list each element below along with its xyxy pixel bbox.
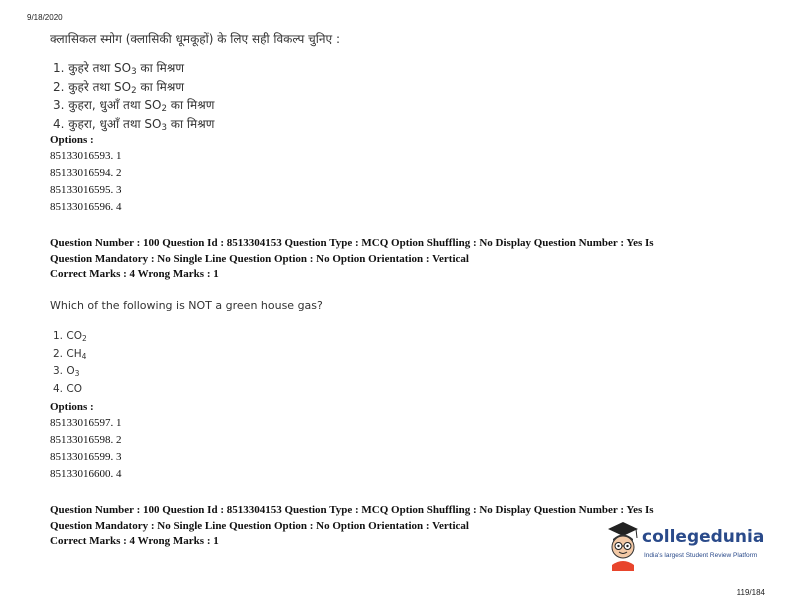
option-item	[53, 96, 214, 115]
option-id: 85133016594. 2	[50, 167, 122, 179]
option-item	[53, 381, 87, 399]
option-item	[53, 346, 87, 364]
meta-line: Correct Marks : 4 Wrong Marks : 1	[50, 535, 219, 547]
option-number: 3.	[53, 98, 65, 112]
options-label: Options :	[50, 401, 94, 413]
option-text: CH	[66, 347, 82, 360]
question-text-hindi: क्लासिकल स्मोग (क्लासिकी धूमकूहों) के लिए सही विकल्प चुनिए :	[50, 32, 341, 46]
option-number: 4.	[53, 382, 64, 395]
meta-line: Correct Marks : 4 Wrong Marks : 1	[50, 268, 219, 280]
question-text-english: Which of the following is NOT a green house gas?	[50, 299, 323, 312]
question2-options	[53, 328, 87, 398]
question-meta	[50, 236, 730, 283]
option-item	[53, 363, 87, 381]
option-id: 85133016596. 4	[50, 201, 122, 213]
option-number: 2.	[53, 79, 65, 94]
option-id: 85133016597. 1	[50, 417, 122, 429]
print-date: 9/18/2020	[27, 13, 63, 22]
option-subscript: 2	[131, 85, 137, 96]
option-text-suffix: का मिश्रण	[166, 98, 215, 112]
logo-wordmark: collegedunia	[642, 527, 765, 547]
option-id-list	[50, 415, 122, 483]
meta-line: Question Number : 100 Question Id : 8513304153 Question Type : MCQ Option Shuffling : No Display Question Number : Yes Is	[50, 504, 654, 516]
option-number: 4.	[53, 116, 65, 131]
option-subscript: 3	[131, 67, 137, 78]
option-id: 85133016593. 1	[50, 150, 122, 162]
option-id: 85133016599. 3	[50, 451, 122, 463]
option-text: O	[66, 365, 75, 377]
option-number: 3.	[53, 365, 64, 377]
option-subscript: 4	[81, 351, 87, 361]
option-subscript: 3	[161, 122, 167, 133]
option-subscript: 3	[74, 368, 80, 378]
question1-options	[53, 59, 214, 133]
option-item	[53, 115, 214, 134]
option-id: 85133016600. 4	[50, 468, 122, 480]
option-text: कुहरे तथा SO	[68, 79, 132, 94]
option-id: 85133016598. 2	[50, 434, 122, 446]
option-text: कुहरा, धुआँ तथा SO	[68, 98, 162, 112]
option-text: कुहरे तथा SO	[68, 61, 132, 75]
page-number: 119/184	[736, 588, 765, 597]
option-number: 1.	[53, 330, 64, 342]
option-item	[53, 59, 214, 78]
meta-line: Question Number : 100 Question Id : 8513304153 Question Type : MCQ Option Shuffling : No Display Question Number : Yes Is	[50, 237, 654, 249]
logo-tagline: India's largest Student Review Platform	[644, 552, 758, 559]
meta-line: Question Mandatory : No Single Line Question Option : No Option Orientation : Vertical	[50, 519, 469, 532]
option-text-suffix: का मिश्रण	[136, 79, 185, 94]
option-text: कुहरा, धुआँ तथा SO	[68, 116, 162, 131]
option-text-suffix: का मिश्रण	[136, 61, 185, 75]
option-item	[53, 328, 87, 346]
meta-line: Question Mandatory : No Single Line Question Option : No Option Orientation : Vertical	[50, 252, 469, 265]
option-item	[53, 78, 214, 97]
mascot-icon	[604, 519, 642, 575]
option-subscript: 2	[81, 333, 87, 343]
option-text-suffix: का मिश्रण	[166, 116, 215, 131]
option-text: CO	[66, 382, 82, 395]
collegedunia-logo	[604, 519, 764, 575]
option-subscript: 2	[161, 104, 167, 115]
option-id-list	[50, 148, 122, 216]
options-label: Options :	[50, 134, 94, 146]
option-id: 85133016595. 3	[50, 184, 122, 196]
option-text: CO	[66, 330, 82, 342]
option-number: 1.	[53, 61, 65, 75]
option-number: 2.	[53, 347, 64, 360]
